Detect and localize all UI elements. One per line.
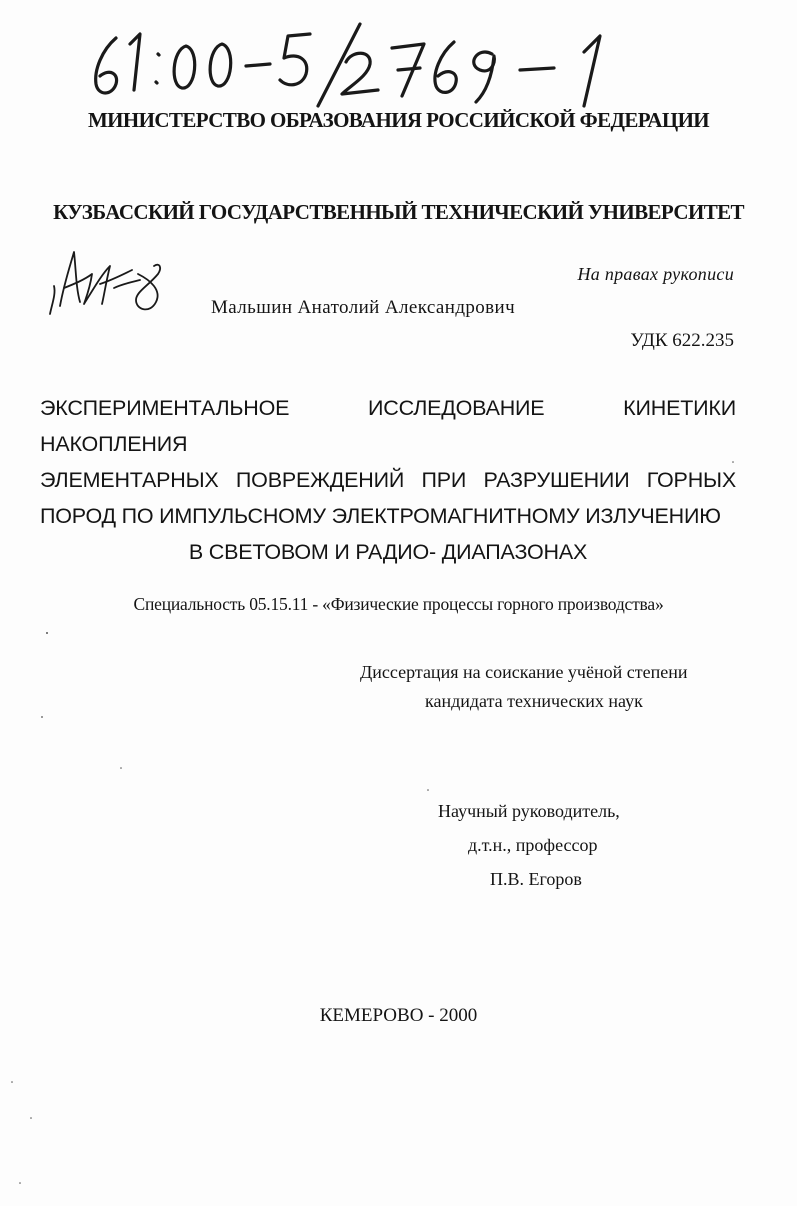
title-line: ПОРОД ПО ИМПУЛЬСНОМУ ЭЛЕКТРОМАГНИТНОМУ ИЗЛУЧЕНИЮ (40, 504, 721, 528)
manuscript-rights-label: На правах рукописи (577, 264, 734, 284)
supervisor-role: Научный руководитель, (438, 801, 620, 821)
degree-line-1: Диссертация на соискание учёной степени (360, 662, 688, 682)
author-name: Мальшин Анатолий Александрович (211, 297, 516, 318)
title-line: ЭКСПЕРИМЕНТАЛЬНОЕ ИССЛЕДОВАНИЕ КИНЕТИКИ НАКОПЛЕНИЯ (40, 396, 736, 456)
supervisor-name: П.В. Егоров (490, 869, 582, 889)
ministry-heading: МИНИСТЕРСТВО ОБРАЗОВАНИЯ РОССИЙСКОЙ ФЕДЕРАЦИИ (87, 108, 710, 132)
supervisor-degree: д.т.н., профессор (468, 835, 598, 855)
title-line: ЭЛЕМЕНТАРНЫХ ПОВРЕЖДЕНИЙ ПРИ РАЗРУШЕНИИ ГОРНЫХ (40, 468, 736, 492)
handwritten-code-text: 61:00-5/2769-1 (88, 20, 95, 21)
specialty-line: Специальность 05.15.11 - «Физические процессы горного производства» (133, 594, 664, 614)
degree-line-2: кандидата технических наук (425, 691, 643, 711)
city-year: КЕМЕРОВО - 2000 (319, 1005, 478, 1026)
udk-code: УДК 622.235 (630, 330, 734, 351)
university-heading: КУЗБАССКИЙ ГОСУДАРСТВЕННЫЙ ТЕХНИЧЕСКИЙ УНИВЕРСИТЕТ (53, 200, 744, 224)
title-line: В СВЕТОВОМ И РАДИО- ДИАПАЗОНАХ (188, 540, 588, 564)
